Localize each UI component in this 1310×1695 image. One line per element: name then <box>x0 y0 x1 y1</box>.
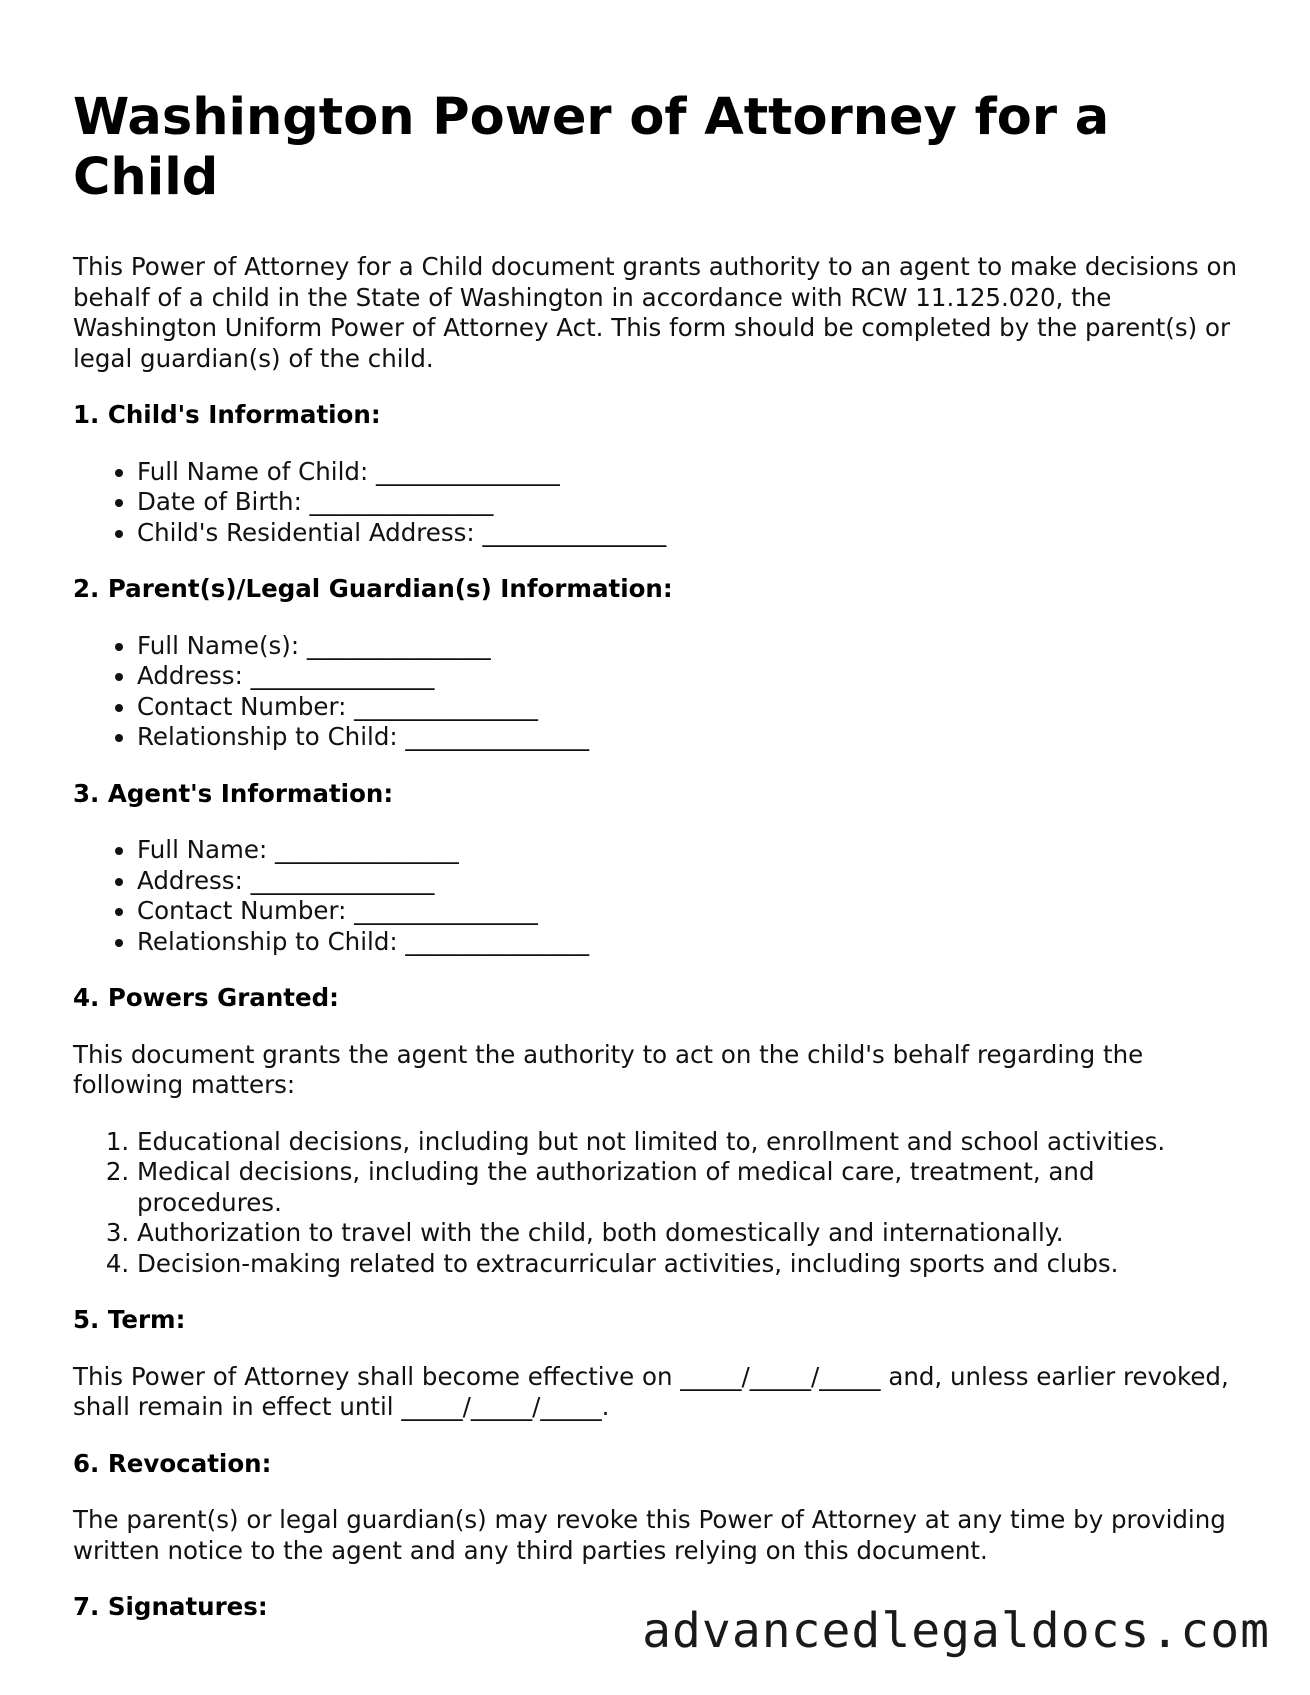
agent-info-list <box>73 835 1243 957</box>
list-item: • Full Name of Child: _______________ <box>137 457 1243 488</box>
list-item: • Address: _______________ <box>137 661 1243 692</box>
list-item: • Contact Number: _______________ <box>137 896 1243 927</box>
child-info-list <box>73 457 1243 549</box>
list-item: 3. Authorization to travel with the child, both domestically and internationally. <box>137 1218 1243 1249</box>
list-item: • Full Name: _______________ <box>137 835 1243 866</box>
powers-list <box>73 1127 1243 1280</box>
list-item: • Date of Birth: _______________ <box>137 487 1243 518</box>
intro-paragraph: This Power of Attorney for a Child document grants authority to an agent to make decisions on behalf of a child in the State of Washington in accordance with RCW 11.125.020, the Washington Uniform Power of Attorney Act. This form should be completed by the parent(s) or legal guardian(s) of the child. <box>73 252 1237 373</box>
watermark: advancedlegaldocs.com <box>642 1603 1270 1659</box>
document-page <box>73 88 1243 1649</box>
section-heading-parents: 2. Parent(s)/Legal Guardian(s) Information: <box>73 574 673 603</box>
list-item: • Full Name(s): _______________ <box>137 631 1243 662</box>
list-item: 1. Educational decisions, including but not limited to, enrollment and school activities. <box>137 1127 1243 1158</box>
section-heading-powers: 4. Powers Granted: <box>73 983 339 1012</box>
list-item: 4. Decision-making related to extracurricular activities, including sports and clubs. <box>137 1249 1243 1280</box>
revocation-paragraph: The parent(s) or legal guardian(s) may revoke this Power of Attorney at any time by providing written notice to the agent and any third parties relying on this document. <box>73 1505 1226 1565</box>
list-item: • Child's Residential Address: _______________ <box>137 518 1243 549</box>
list-item: 2. Medical decisions, including the authorization of medical care, treatment, and procedures. <box>137 1157 1243 1218</box>
section-heading-agent: 3. Agent's Information: <box>73 778 394 808</box>
list-item: • Contact Number: _______________ <box>137 692 1243 723</box>
document-title: Washington Power of Attorney for a Child <box>73 88 1110 207</box>
parent-info-list <box>73 631 1243 753</box>
section-heading-term: 5. Term: <box>73 1305 186 1334</box>
section-heading-revocation: 6. Revocation: <box>73 1448 272 1478</box>
list-item: • Address: _______________ <box>137 866 1243 897</box>
section-heading-signatures: 7. Signatures: <box>73 1592 268 1621</box>
powers-paragraph: This document grants the agent the authority to act on the child's behalf regarding the following matters: <box>73 1039 1144 1099</box>
list-item: • Relationship to Child: _______________ <box>137 927 1243 958</box>
section-heading-child: 1. Child's Information: <box>73 400 381 429</box>
term-paragraph: This Power of Attorney shall become effective on _____/_____/_____ and, unless earlier revoked, shall remain in effect until _____/_____/_____. <box>73 1361 1229 1421</box>
list-item: • Relationship to Child: _______________ <box>137 722 1243 753</box>
